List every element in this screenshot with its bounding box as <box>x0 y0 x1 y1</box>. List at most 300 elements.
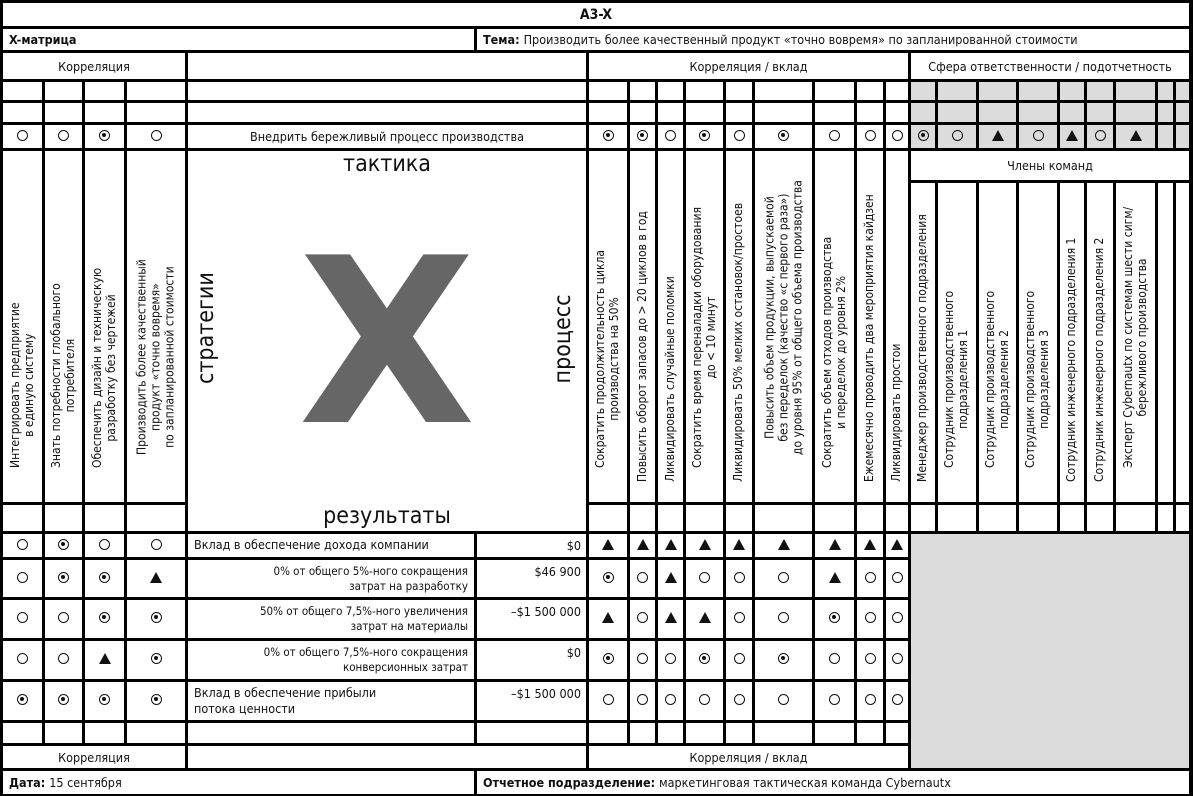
weak-correlation-circle-icon <box>734 694 745 708</box>
strong-correlation-dot-icon <box>17 694 28 708</box>
strong-contribution-triangle-icon <box>150 572 162 586</box>
shaded-cell <box>1087 103 1113 122</box>
results-label: результаты <box>323 503 451 529</box>
weak-correlation-circle-icon <box>665 130 676 144</box>
result-process-mark <box>857 682 883 720</box>
weak-correlation-circle-icon <box>778 572 789 586</box>
result-label <box>188 600 474 638</box>
cell <box>3 82 42 100</box>
shaded-cell <box>1116 82 1155 100</box>
tactic-process-mark <box>686 125 723 148</box>
cell <box>3 103 42 122</box>
cell <box>886 82 908 100</box>
weak-correlation-circle-icon <box>829 653 840 667</box>
weak-correlation-circle-icon <box>865 612 876 626</box>
shaded-cell <box>1019 82 1057 100</box>
result-value <box>477 682 586 720</box>
page-title <box>3 3 1189 26</box>
shaded-cell <box>1158 103 1173 122</box>
result-process-mark <box>589 600 627 638</box>
weak-correlation-circle-icon <box>734 572 745 586</box>
matrix-label-text: X-матрица <box>9 32 77 47</box>
result-process-mark <box>886 560 908 597</box>
weak-correlation-circle-icon <box>58 612 69 626</box>
cell <box>857 82 883 100</box>
strong-correlation-dot-icon <box>778 130 789 144</box>
result-process-mark <box>686 560 723 597</box>
cell <box>726 505 752 531</box>
title-text: A3-X <box>579 6 613 23</box>
result-value-text: $0 <box>566 645 581 660</box>
weak-correlation-circle-icon <box>99 539 110 553</box>
process-label: Повысить объем продукции, выпускаемой без переделок (качество «с первого раза») до уровня 95% от общего объема производства <box>761 179 804 455</box>
weak-correlation-circle-icon <box>734 130 745 144</box>
tactic-process-mark <box>630 125 655 148</box>
weak-correlation-circle-icon <box>829 694 840 708</box>
cell <box>589 103 627 122</box>
cell <box>815 103 854 122</box>
cell <box>85 103 124 122</box>
result-strategy-mark <box>85 682 124 720</box>
result-process-mark <box>686 600 723 638</box>
shaded-cell <box>1019 103 1057 122</box>
result-label <box>188 560 474 597</box>
strong-contribution-triangle-icon <box>992 130 1004 144</box>
result-value <box>477 600 586 638</box>
process-header <box>726 151 752 502</box>
cell <box>1176 505 1189 531</box>
strong-correlation-dot-icon <box>829 612 840 626</box>
cell <box>589 82 627 100</box>
weak-correlation-circle-icon <box>58 653 69 667</box>
cell <box>815 723 854 743</box>
strategies-label: стратегии <box>193 272 219 384</box>
strong-correlation-dot-icon <box>99 694 110 708</box>
result-process-mark <box>886 641 908 679</box>
weak-correlation-circle-icon <box>829 130 840 144</box>
result-strategy-mark <box>45 534 82 557</box>
team-member-label: Сотрудник производственного подразделения 3 <box>1023 291 1051 469</box>
tactic-team-mark <box>1158 125 1173 148</box>
process-header <box>815 151 854 502</box>
cell <box>1158 505 1173 531</box>
strategy-header <box>3 151 42 502</box>
process-label: Ликвидировать случайные поломки <box>662 276 677 483</box>
strong-correlation-dot-icon <box>99 130 110 144</box>
result-process-mark <box>658 534 683 557</box>
result-label <box>188 682 474 720</box>
strong-correlation-dot-icon <box>99 612 110 626</box>
team-member-header <box>1116 183 1155 502</box>
cell <box>686 82 723 100</box>
shaded-cell <box>911 82 935 100</box>
tactic-row-label <box>188 125 586 148</box>
cell <box>589 505 627 531</box>
strong-correlation-dot-icon <box>151 694 162 708</box>
x-matrix-center <box>188 151 586 531</box>
result-process-mark <box>658 600 683 638</box>
result-process-mark <box>726 534 752 557</box>
result-process-mark <box>658 560 683 597</box>
cell <box>45 723 82 743</box>
cell <box>755 82 812 100</box>
weak-correlation-circle-icon <box>734 612 745 626</box>
weak-correlation-circle-icon <box>17 572 28 586</box>
weak-correlation-circle-icon <box>637 694 648 708</box>
correlation-contribution-label: Корреляция / вклад <box>689 749 808 765</box>
weak-correlation-circle-icon <box>637 572 648 586</box>
result-label-text: 50% от общего 7,5%-ного увеличения затрат на материалы <box>259 604 468 633</box>
cell <box>755 723 812 743</box>
team-members-label: Члены команд <box>1007 158 1093 173</box>
result-process-mark <box>630 641 655 679</box>
result-process-mark <box>755 682 812 720</box>
weak-correlation-circle-icon <box>734 653 745 667</box>
team-member-header <box>979 183 1016 502</box>
strong-correlation-dot-icon <box>699 653 710 667</box>
cell <box>188 723 474 743</box>
cell <box>755 103 812 122</box>
correlation-label: Корреляция <box>58 749 130 765</box>
cell <box>857 505 883 531</box>
tactic-team-mark <box>1019 125 1057 148</box>
result-process-mark <box>815 641 854 679</box>
result-process-mark <box>857 534 883 557</box>
result-strategy-mark <box>3 560 42 597</box>
result-process-mark <box>630 534 655 557</box>
weak-correlation-circle-icon <box>865 694 876 708</box>
strong-contribution-triangle-icon <box>602 612 614 626</box>
result-strategy-mark <box>3 600 42 638</box>
correlation-header <box>3 53 185 79</box>
cell <box>726 723 752 743</box>
correlation-contribution-footer <box>589 746 908 768</box>
strategy-label: Производить более качественный продукт «точно вовремя» по запланированной стоимости <box>134 258 176 455</box>
cell <box>658 505 683 531</box>
tactics-label: тактика <box>343 151 431 177</box>
weak-correlation-circle-icon <box>892 694 903 708</box>
team-member-label: Сотрудник производственного подразделения 2 <box>982 291 1011 469</box>
team-member-header <box>1158 183 1173 502</box>
result-value-text: $46 900 <box>534 564 581 579</box>
cell <box>127 723 185 743</box>
department-value: маркетинговая тактическая команда Cybernautx <box>659 775 951 790</box>
cell <box>630 82 655 100</box>
result-process-mark <box>815 682 854 720</box>
result-value-text: –$1 500 000 <box>511 604 581 619</box>
result-label-text: 0% от общего 5%-ного сокращения затрат на разработку <box>273 563 468 593</box>
shaded-cell <box>1176 103 1189 122</box>
cell <box>589 723 627 743</box>
process-label: Ежемесячно проводить два мероприятия кайдзен <box>862 194 877 483</box>
tactic-process-mark <box>886 125 908 148</box>
shaded-cell <box>979 82 1016 100</box>
strong-contribution-triangle-icon <box>829 539 841 553</box>
process-label: Сократить время переналадки оборудования до < 10 минут <box>689 207 718 469</box>
result-process-mark <box>755 641 812 679</box>
tactic-team-mark <box>1087 125 1113 148</box>
date-value: 15 сентября <box>49 775 122 790</box>
weak-correlation-circle-icon <box>17 612 28 626</box>
team-members-header <box>911 151 1189 180</box>
result-label <box>188 534 474 557</box>
cell <box>658 723 683 743</box>
weak-correlation-circle-icon <box>778 694 789 708</box>
result-process-mark <box>815 600 854 638</box>
team-member-label: Эксперт Cybernautx по системам шести сигм/ бережливого производства <box>1120 207 1149 469</box>
cell <box>726 103 752 122</box>
result-strategy-mark <box>45 560 82 597</box>
cell <box>45 82 82 100</box>
theme-label: Тема: <box>483 32 520 47</box>
weak-correlation-circle-icon <box>58 130 69 144</box>
strong-correlation-dot-icon <box>151 612 162 626</box>
cell <box>127 103 185 122</box>
cell <box>3 723 42 743</box>
correlation-label: Корреляция <box>58 58 130 74</box>
result-process-mark <box>726 682 752 720</box>
weak-correlation-circle-icon <box>17 130 28 144</box>
strong-correlation-dot-icon <box>151 653 162 667</box>
result-value-text: –$1 500 000 <box>511 686 581 701</box>
date-label: Дата: <box>9 775 46 790</box>
cell <box>979 505 1016 531</box>
strategy-header <box>127 151 185 502</box>
result-process-mark <box>630 682 655 720</box>
cell <box>658 82 683 100</box>
cell <box>85 505 124 531</box>
weak-correlation-circle-icon <box>637 653 648 667</box>
weak-correlation-circle-icon <box>1033 130 1044 144</box>
cell <box>1116 505 1155 531</box>
tactic-process-mark <box>726 125 752 148</box>
weak-correlation-circle-icon <box>17 539 28 553</box>
weak-correlation-circle-icon <box>892 653 903 667</box>
strong-contribution-triangle-icon <box>665 539 677 553</box>
tactic-strategy-mark <box>45 125 82 148</box>
strong-correlation-dot-icon <box>637 130 648 144</box>
strong-contribution-triangle-icon <box>778 539 790 553</box>
strong-contribution-triangle-icon <box>602 539 614 553</box>
strategy-header <box>45 151 82 502</box>
result-strategy-mark <box>3 534 42 557</box>
shaded-cell <box>1060 103 1084 122</box>
result-process-mark <box>815 534 854 557</box>
result-process-mark <box>658 641 683 679</box>
strong-correlation-dot-icon <box>99 572 110 586</box>
cell <box>630 103 655 122</box>
strong-correlation-dot-icon <box>58 539 69 553</box>
result-strategy-mark <box>3 641 42 679</box>
cell <box>815 82 854 100</box>
department-field <box>477 771 1189 794</box>
result-value <box>477 641 586 679</box>
result-process-mark <box>886 682 908 720</box>
strong-contribution-triangle-icon <box>665 572 677 586</box>
result-strategy-mark <box>127 600 185 638</box>
weak-correlation-circle-icon <box>603 694 614 708</box>
result-process-mark <box>589 534 627 557</box>
result-process-mark <box>857 641 883 679</box>
cell <box>911 505 935 531</box>
responsibility-header <box>911 53 1189 79</box>
theme-value: Производить более качественный продукт «точно вовремя» по запланированной стоимости <box>523 32 1078 47</box>
responsibility-label: Сфера ответственности / подотчетность <box>928 58 1172 74</box>
strong-correlation-dot-icon <box>603 653 614 667</box>
result-strategy-mark <box>85 560 124 597</box>
strong-correlation-dot-icon <box>603 572 614 586</box>
result-strategy-mark <box>127 641 185 679</box>
result-process-mark <box>726 600 752 638</box>
tactic-team-mark <box>1060 125 1084 148</box>
blank-cell <box>188 53 586 79</box>
result-process-mark <box>630 560 655 597</box>
correlation-contribution-header <box>589 53 908 79</box>
weak-correlation-circle-icon <box>637 612 648 626</box>
weak-correlation-circle-icon <box>151 539 162 553</box>
result-process-mark <box>726 560 752 597</box>
process-label: Сократить продолжительность цикла производства на 50% <box>593 250 621 469</box>
cell <box>815 505 854 531</box>
strong-contribution-triangle-icon <box>1066 130 1078 144</box>
cell <box>857 723 883 743</box>
strong-contribution-triangle-icon <box>891 539 903 553</box>
team-member-header <box>1087 183 1113 502</box>
cell <box>127 505 185 531</box>
cell <box>85 82 124 100</box>
strong-correlation-dot-icon <box>58 694 69 708</box>
tactic-text: Внедрить бережливый процесс производства <box>250 129 524 144</box>
tactic-strategy-mark <box>3 125 42 148</box>
team-member-label: Сотрудник производственного подразделения 1 <box>942 291 970 469</box>
result-label-text: Вклад в обеспечение дохода компании <box>194 537 429 553</box>
result-process-mark <box>630 600 655 638</box>
result-label <box>188 641 474 679</box>
theme <box>477 29 1189 50</box>
tactic-process-mark <box>815 125 854 148</box>
tactic-strategy-mark <box>127 125 185 148</box>
tactic-team-mark <box>938 125 976 148</box>
strong-correlation-dot-icon <box>603 130 614 144</box>
shaded-cell <box>938 82 976 100</box>
cell <box>755 505 812 531</box>
result-strategy-mark <box>127 534 185 557</box>
process-header <box>658 151 683 502</box>
result-strategy-mark <box>45 682 82 720</box>
strong-contribution-triangle-icon <box>733 539 745 553</box>
result-strategy-mark <box>45 641 82 679</box>
date-field <box>3 771 474 794</box>
cell <box>686 505 723 531</box>
result-process-mark <box>755 534 812 557</box>
result-process-mark <box>589 641 627 679</box>
strong-contribution-triangle-icon <box>699 612 711 626</box>
cell <box>188 103 586 122</box>
strong-correlation-dot-icon <box>699 130 710 144</box>
result-process-mark <box>815 560 854 597</box>
result-strategy-mark <box>127 560 185 597</box>
process-header <box>857 151 883 502</box>
result-process-mark <box>686 682 723 720</box>
tactic-team-mark <box>1176 125 1189 148</box>
result-process-mark <box>658 682 683 720</box>
cell <box>938 505 976 531</box>
shaded-cell <box>1060 82 1084 100</box>
strong-contribution-triangle-icon <box>1130 130 1142 144</box>
result-process-mark <box>857 560 883 597</box>
weak-correlation-circle-icon <box>892 130 903 144</box>
team-member-label: Сотрудник инженерного подразделения 1 <box>1064 237 1079 483</box>
cell <box>1060 505 1084 531</box>
tactic-process-mark <box>589 125 627 148</box>
shaded-block <box>911 534 1189 768</box>
strategy-label: Интегрировать предприятие в единую систему <box>7 302 36 469</box>
cell <box>886 505 908 531</box>
result-strategy-mark <box>85 641 124 679</box>
cell <box>127 82 185 100</box>
result-label-text: 0% от общего 7,5%-ного сокращения конверсионных затрат <box>263 645 468 674</box>
cell <box>45 103 82 122</box>
weak-correlation-circle-icon <box>865 572 876 586</box>
weak-correlation-circle-icon <box>892 572 903 586</box>
result-process-mark <box>726 641 752 679</box>
tactic-process-mark <box>857 125 883 148</box>
result-process-mark <box>857 600 883 638</box>
weak-correlation-circle-icon <box>865 653 876 667</box>
cell <box>3 505 42 531</box>
result-process-mark <box>589 560 627 597</box>
strong-correlation-dot-icon <box>778 653 789 667</box>
matrix-label <box>3 29 474 50</box>
tactic-team-mark <box>979 125 1016 148</box>
shaded-cell <box>938 103 976 122</box>
weak-correlation-circle-icon <box>699 694 710 708</box>
result-value <box>477 534 586 557</box>
result-strategy-mark <box>127 682 185 720</box>
weak-correlation-circle-icon <box>1095 130 1106 144</box>
weak-correlation-circle-icon <box>892 612 903 626</box>
weak-correlation-circle-icon <box>699 572 710 586</box>
weak-correlation-circle-icon <box>952 130 963 144</box>
process-header <box>886 151 908 502</box>
cell <box>477 723 586 743</box>
weak-correlation-circle-icon <box>665 653 676 667</box>
strong-correlation-dot-icon <box>918 130 929 144</box>
result-strategy-mark <box>3 682 42 720</box>
tactic-team-mark <box>1116 125 1155 148</box>
result-process-mark <box>686 641 723 679</box>
cell <box>658 103 683 122</box>
shaded-cell <box>1087 82 1113 100</box>
shaded-cell <box>911 103 935 122</box>
process-label: Ликвидировать 50% мелких остановок/простоев <box>731 203 746 483</box>
weak-correlation-circle-icon <box>778 612 789 626</box>
correlation-footer <box>3 746 185 768</box>
cell <box>1019 505 1057 531</box>
cell <box>630 723 655 743</box>
cell <box>886 723 908 743</box>
weak-correlation-circle-icon <box>865 130 876 144</box>
cell <box>686 103 723 122</box>
tactic-team-mark <box>911 125 935 148</box>
correlation-contribution-label: Корреляция / вклад <box>689 58 808 74</box>
team-member-label: Сотрудник инженерного подразделения 2 <box>1092 237 1107 483</box>
result-value <box>477 560 586 597</box>
cell <box>85 723 124 743</box>
cell <box>1087 505 1113 531</box>
cell <box>188 82 586 100</box>
department-label: Отчетное подразделение: <box>483 775 656 790</box>
